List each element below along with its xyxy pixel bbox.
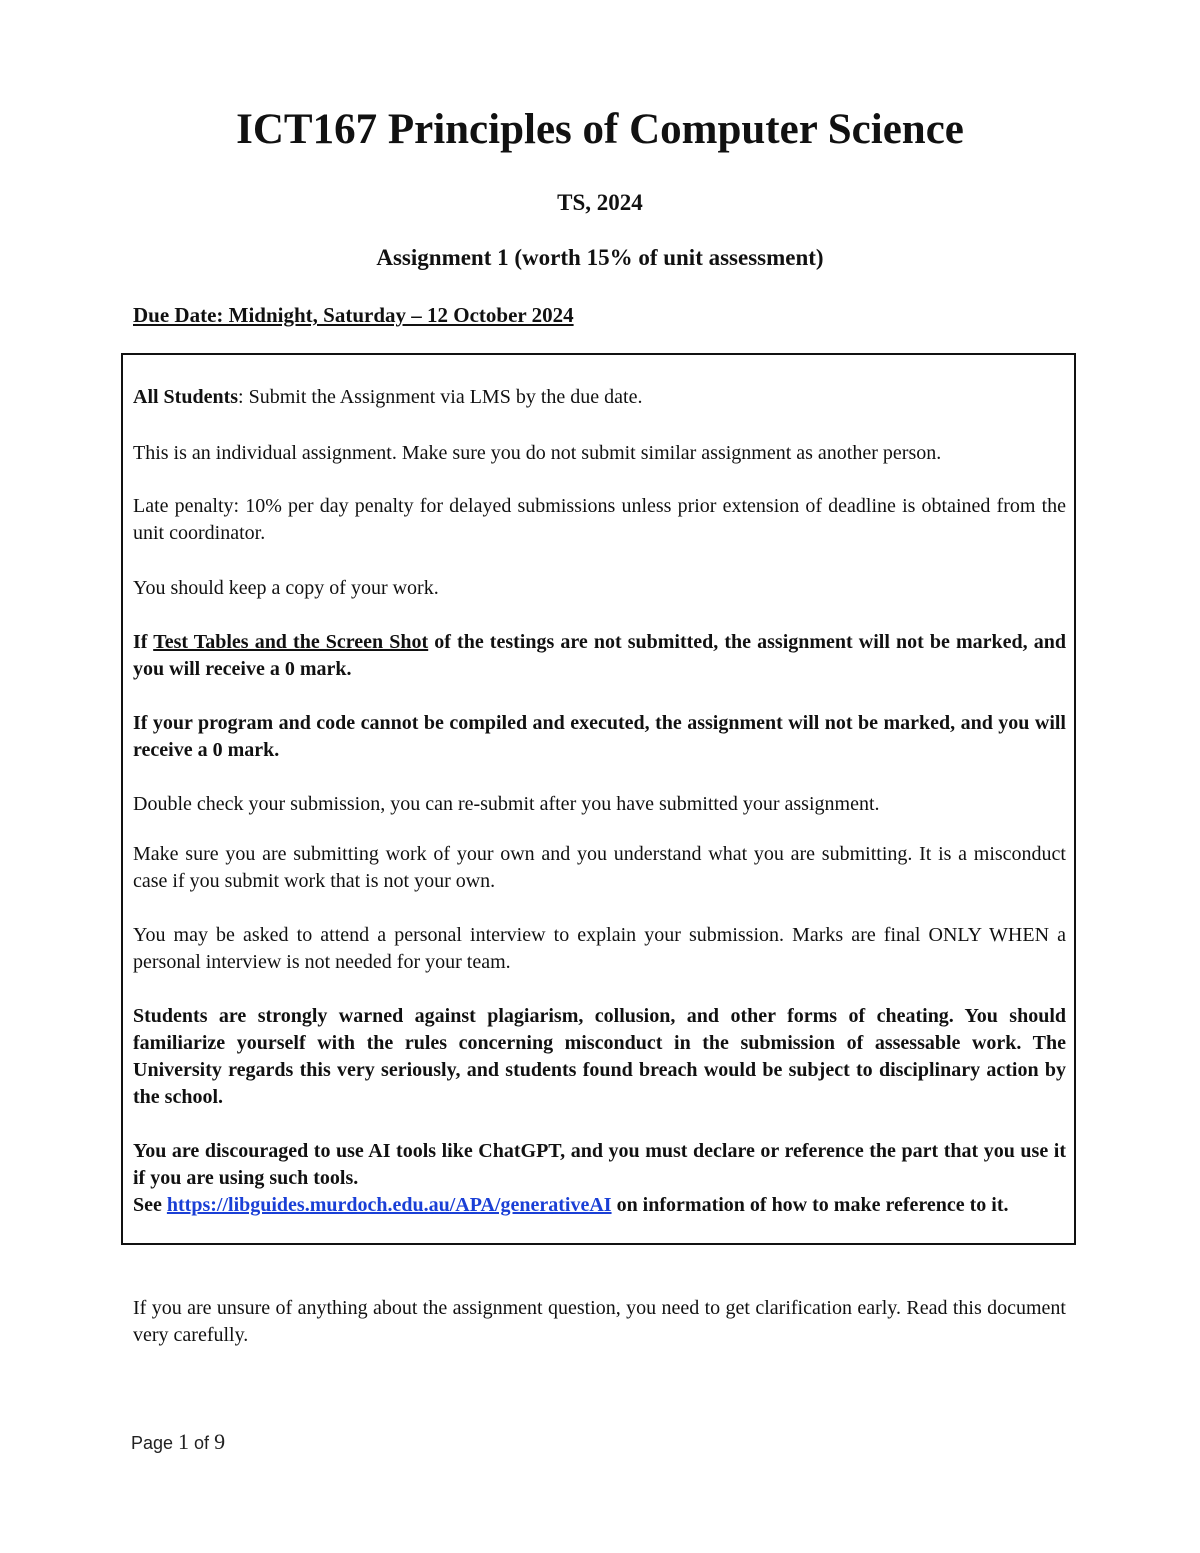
notice-plagiarism-warning: Students are strongly warned against plagiarism, collusion, and other forms of cheating. You should familiarize yourself with the rules concerning misconduct in the submission of assessable work. The University regards this very seriously, and students found breach would be subject to disciplinary action by the school. xyxy=(133,1005,1066,1108)
notice-test-tables-pre: If xyxy=(133,631,154,653)
page-total: 9 xyxy=(214,1429,226,1454)
notice-compile-requirement: If your program and code cannot be compiled and executed, the assignment will not be marked, and you will receive a 0 mark. xyxy=(133,712,1066,761)
page-of-word: of xyxy=(189,1433,215,1453)
page-current: 1 xyxy=(178,1429,190,1454)
notice-submit-text: : Submit the Assignment via LMS by the due date. xyxy=(238,386,643,408)
notice-test-tables xyxy=(133,629,1066,683)
assignment-heading: Assignment 1 (worth 15% of unit assessment) xyxy=(376,245,824,270)
notice-keep-copy: You should keep a copy of your work. xyxy=(133,577,439,599)
notice-see-label: See xyxy=(133,1194,167,1216)
page-word: Page xyxy=(131,1433,179,1453)
notice-test-tables-underlined: Test Tables and the Screen Shot xyxy=(153,631,429,653)
clarification-note: If you are unsure of anything about the assignment question, you need to get clarification early. Read this document very carefully. xyxy=(133,1297,1066,1346)
notice-own-work: Make sure you are submitting work of your own and you understand what you are submitting. It is a misconduct case if you submit work that is not your own. xyxy=(133,843,1066,892)
term-label: TS, 2024 xyxy=(557,190,643,215)
notice-late-penalty: Late penalty: 10% per day penalty for delayed submissions unless prior extension of deadline is obtained from the unit coordinator. xyxy=(133,495,1066,544)
page-number xyxy=(131,1428,225,1457)
notice-test-tables-post: of the testings are not submitted, the assignment will not be marked, and you will receive a 0 mark. xyxy=(133,631,1066,680)
due-date: Due Date: Midnight, Saturday – 12 October 2024 xyxy=(133,303,574,327)
generative-ai-guide-link[interactable]: https://libguides.murdoch.edu.au/APA/generativeAI xyxy=(166,1194,612,1216)
notice-double-check: Double check your submission, you can re-submit after you have submitted your assignment. xyxy=(133,793,880,815)
notice-interview: You may be asked to attend a personal interview to explain your submission. Marks are final ONLY WHEN a personal interview is not needed for your team. xyxy=(133,924,1066,973)
notice-submit-via-lms xyxy=(133,384,1066,411)
notice-individual-assignment: This is an individual assignment. Make sure you do not submit similar assignment as another person. xyxy=(133,442,942,464)
notice-ai-tools: You are discouraged to use AI tools like ChatGPT, and you must declare or reference the part that you use it if you are using such tools. xyxy=(133,1140,1066,1189)
notice-ai-reference xyxy=(133,1192,1066,1219)
document-title: ICT167 Principles of Computer Science xyxy=(236,106,964,153)
notice-all-students-label: All Students xyxy=(133,386,239,408)
notice-reference-text: on information of how to make reference to it. xyxy=(611,1194,1009,1216)
